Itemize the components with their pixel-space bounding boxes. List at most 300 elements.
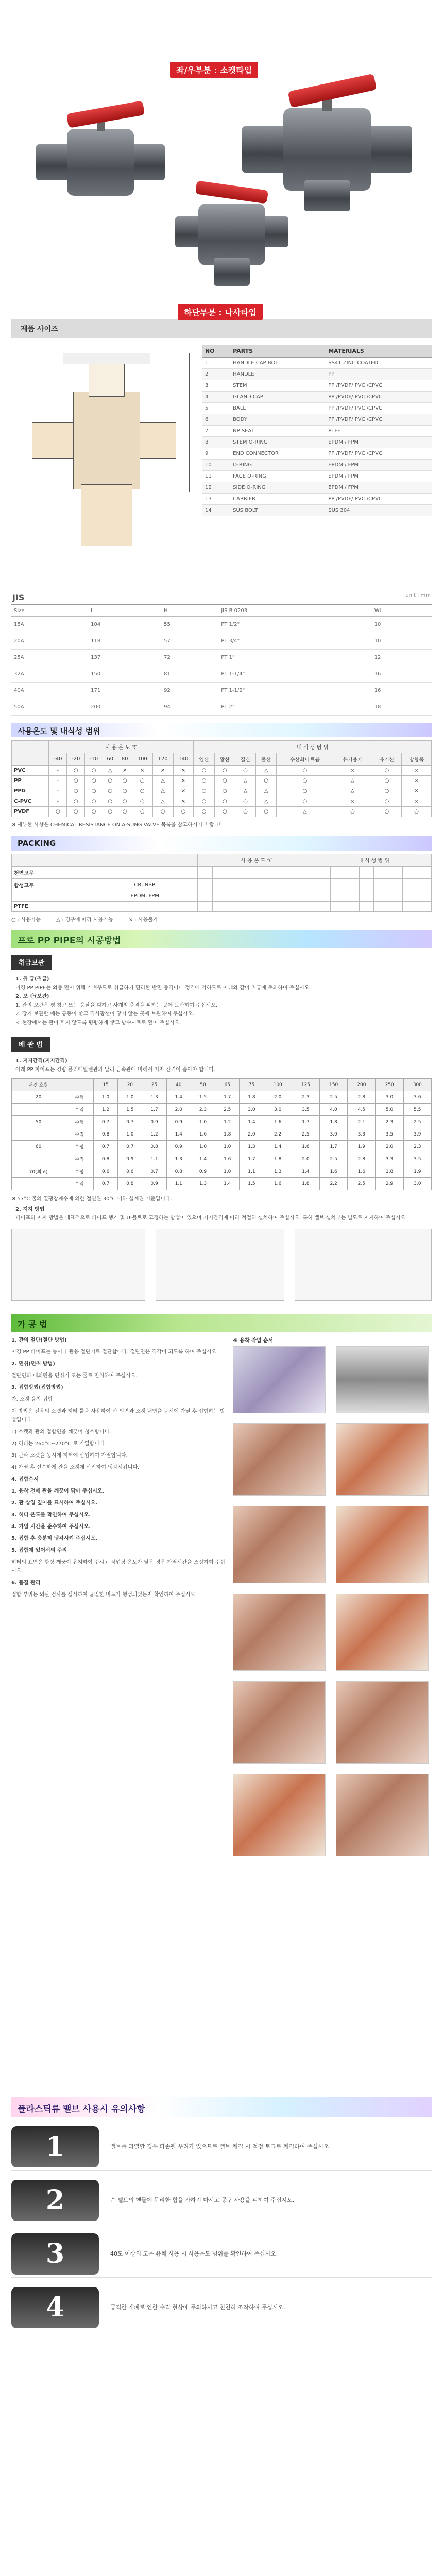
jis-header: [11, 590, 432, 605]
spacing-cell: 0.8: [166, 1165, 191, 1178]
parts-cell: BALL: [230, 403, 325, 414]
spacing-header: 150: [320, 1079, 348, 1091]
caution-text: 급격한 개폐로 인한 수격 현상에 주의하시고 천천히 조작하여 주십시오.: [110, 2303, 285, 2311]
temp-col-header: 120: [152, 753, 173, 766]
rating-cell: [198, 867, 213, 879]
rating-cell: [227, 902, 242, 912]
caution-number: 2: [11, 2180, 99, 2221]
rating-cell: ○: [256, 807, 277, 817]
rating-cell: [330, 867, 345, 879]
dim-cell: 81: [161, 666, 218, 683]
rating-cell: ○: [67, 807, 85, 817]
spacing-cell: 수직: [65, 1128, 94, 1141]
rating-cell: [212, 867, 227, 879]
spacing-cell: 1.2: [93, 1104, 117, 1116]
parts-cell: 9: [202, 448, 230, 460]
parts-table: [202, 345, 432, 587]
step-photo: [336, 1681, 429, 1764]
spacing-cell: 2.2: [320, 1178, 348, 1190]
parts-cell: PP /PVDF/ PVC /CPVC: [325, 494, 432, 505]
spacing-cell: 1.5: [118, 1104, 142, 1116]
rating-cell: [316, 891, 330, 902]
piping-text-2: [15, 1205, 428, 1223]
spacing-cell: 3.6: [403, 1091, 431, 1104]
piping-desc2: 파이프의 지지 방법은 대표적으로 파이프 행거 및 U-볼트로 고정하는 방법이 있으며 지지간격에 따라 적절히 설치하여 주십시오. 특히 밸브 설치부는 별도로 지지하여 주십시오.: [15, 1215, 407, 1221]
spacing-cell: 1.8: [240, 1091, 264, 1104]
packing-material-header: [12, 854, 198, 867]
spacing-cell: 0.9: [191, 1165, 215, 1178]
spacing-cell: 2.3: [376, 1116, 403, 1128]
packing-sub: CR, NBR: [92, 879, 198, 891]
spacing-cell: 0.9: [142, 1116, 166, 1128]
spacing-cell: 1.7: [240, 1153, 264, 1165]
spacing-cell: 2.5: [292, 1128, 319, 1141]
chem-col-header: 질산: [235, 753, 255, 766]
dim-cell: 104: [88, 617, 161, 633]
parts-row: [202, 414, 432, 426]
parts-cell: SS41 ZINC COATED: [325, 358, 432, 369]
rating-cell: [345, 867, 359, 879]
spacing-cell: 1.7: [142, 1104, 166, 1116]
spacing-cell: 2.2: [264, 1128, 292, 1141]
spacing-cell: 3.0: [264, 1104, 292, 1116]
parts-cell: HANDLE CAP BOLT: [230, 358, 325, 369]
rating-cell: ○: [402, 807, 432, 817]
piping-text: [15, 1057, 428, 1074]
dim-row: [11, 683, 432, 699]
parts-row: [202, 437, 432, 448]
spacing-header: 50: [191, 1079, 215, 1091]
support-spacing-table: [11, 1078, 432, 1190]
rating-cell: △: [256, 796, 277, 807]
handling-text: [15, 975, 428, 1027]
spacing-cell: 수평: [65, 1141, 94, 1153]
spacing-cell: 0.8: [93, 1128, 117, 1141]
dim-row: [11, 617, 432, 633]
dim-row: [11, 633, 432, 650]
spacing-cell: 2.3: [292, 1091, 319, 1104]
parts-cell: 5: [202, 403, 230, 414]
spacing-row: [12, 1128, 432, 1141]
rating-cell: ○: [103, 807, 117, 817]
packing-row: [12, 902, 432, 912]
rating-cell: [417, 902, 431, 912]
parts-row: [202, 494, 432, 505]
size-area: [11, 345, 432, 587]
construction-line: 4) 가열 후 신속하게 관을 소켓에 삽입하여 냉각시킵니다.: [11, 1465, 140, 1470]
packing-material: 합성고무: [12, 879, 92, 891]
parts-cell: 10: [202, 460, 230, 471]
parts-cell: GLAND CAP: [230, 392, 325, 403]
step-photo: [233, 1423, 326, 1496]
dim-cell: 94: [161, 699, 218, 716]
rating-cell: ○: [372, 807, 402, 817]
rating-cell: [301, 867, 316, 879]
dim-cell: 32A: [11, 666, 88, 683]
parts-cell: HANDLE: [230, 369, 325, 380]
spacing-cell: 1.6: [264, 1178, 292, 1190]
rating-cell: ○: [214, 786, 235, 796]
piping-desc: 아래 PP 파이프는 경량 폴리에틸렌관과 달리 금속관에 비해서 지지 간격이 좁아야 합니다.: [15, 1067, 216, 1073]
packing-sub: [92, 902, 198, 912]
rating-cell: [417, 891, 431, 902]
jis-unit: unit : mm: [405, 592, 431, 598]
spacing-cell: 3.0: [240, 1104, 264, 1116]
rating-cell: ×: [173, 796, 194, 807]
construction-area: [11, 1336, 432, 2088]
packing-sub: [92, 867, 198, 879]
dim-row: [11, 650, 432, 666]
packing-title: PACKING: [11, 836, 432, 851]
spacing-cell: 1.4: [191, 1153, 215, 1165]
dim-cell: 40A: [11, 683, 88, 699]
spacing-cell: 1.2: [142, 1128, 166, 1141]
rating-cell: △: [235, 776, 255, 786]
spacing-cell: 2.5: [320, 1091, 348, 1104]
spacing-header: 25: [142, 1079, 166, 1091]
rating-cell: [402, 867, 417, 879]
rating-cell: [257, 902, 271, 912]
rating-cell: ○: [117, 786, 132, 796]
step-photo: [233, 1774, 326, 1856]
spacing-header: [65, 1079, 94, 1091]
dim-cell: 15A: [11, 617, 88, 633]
spacing-cell: 2.5: [403, 1116, 431, 1128]
piping-tag: 배 관 법: [11, 1037, 50, 1052]
temp-row: [12, 776, 432, 786]
parts-cell: 1: [202, 358, 230, 369]
parts-cell: PP: [325, 369, 432, 380]
parts-row: [202, 471, 432, 482]
spacing-cell: 1.5: [240, 1178, 264, 1190]
spacing-cell: 2.1: [348, 1116, 376, 1128]
rating-cell: [373, 891, 388, 902]
parts-cell: STEM: [230, 380, 325, 392]
dim-cell: 16: [372, 666, 432, 683]
handling-line: 1. 취 급(취급): [15, 976, 49, 982]
parts-cell: EPDM / FPM: [325, 437, 432, 448]
construction-photos: [233, 1336, 432, 2088]
rating-cell: [212, 891, 227, 902]
spacing-cell: 3.5: [292, 1104, 319, 1116]
parts-header-no: NO: [202, 345, 230, 358]
rating-cell: ○: [85, 786, 103, 796]
dimension-table: [11, 605, 432, 716]
spacing-cell: 1.5: [191, 1091, 215, 1104]
spacing-cell: 0.9: [166, 1116, 191, 1128]
spacing-cell: 1.0: [191, 1141, 215, 1153]
rating-cell: [227, 879, 242, 891]
parts-cell: 3: [202, 380, 230, 392]
rating-cell: △: [152, 786, 173, 796]
step-photo: [336, 1423, 429, 1496]
step-photo: [233, 1506, 326, 1583]
construction-line: 가. 소켓 융착 접합: [11, 1397, 53, 1402]
parts-row: [202, 448, 432, 460]
material-header: [12, 741, 49, 766]
spacing-cell: 0.6: [118, 1165, 142, 1178]
rating-cell: ○: [277, 766, 333, 776]
spacing-cell: 70(최고): [12, 1165, 65, 1178]
rating-cell: [212, 879, 227, 891]
construction-line: 이경 PP 파이프는 톱이나 관용 절단기로 절단합니다. 절단면은 직각이 되도록 하여 주십시오.: [11, 1349, 218, 1355]
parts-cell: 6: [202, 414, 230, 426]
packing-material: 천연고무: [12, 867, 92, 879]
dim-cell: PT 3/4": [218, 633, 372, 650]
spacing-header: 125: [292, 1079, 319, 1091]
dim-cell: 137: [88, 650, 161, 666]
rating-cell: [286, 867, 301, 879]
caution-item: [11, 2177, 432, 2224]
parts-cell: O-RING: [230, 460, 325, 471]
spacing-cell: 2.3: [191, 1104, 215, 1116]
rating-cell: [212, 902, 227, 912]
parts-cell: PTFE: [325, 426, 432, 437]
rating-cell: ×: [333, 796, 372, 807]
rating-cell: [373, 867, 388, 879]
parts-cell: 14: [202, 505, 230, 516]
material-cell: C-PVC: [12, 796, 49, 807]
spacing-cell: 1.4: [240, 1116, 264, 1128]
rating-cell: △: [333, 786, 372, 796]
piping-note: ※ 57°C 물의 열팽창계수에 의한 절연된 30°C 이하 설계된 기준입니다.: [11, 1196, 172, 1202]
construction-line: 히터의 표면은 항상 깨끗이 유지하여 주시고 작업장 온도가 낮은 경우 가열시간을 조정하여 주십시오.: [11, 1560, 225, 1574]
support-diagrams: [11, 1229, 432, 1306]
spacing-header: 65: [215, 1079, 240, 1091]
jis-title: JIS: [12, 592, 25, 602]
rating-cell: [301, 902, 316, 912]
rating-cell: ○: [117, 796, 132, 807]
parts-cell: EPDM / FPM: [325, 482, 432, 494]
spacing-cell: 3.5: [403, 1153, 431, 1165]
spacing-header: 관경 호칭: [12, 1079, 65, 1091]
rating-cell: [286, 879, 301, 891]
packing-temp-header: 사 용 온 도 ℃: [198, 854, 316, 867]
spacing-cell: 1.0: [118, 1128, 142, 1141]
size-section-title: 제품 사이즈: [11, 319, 432, 338]
step-photo: [336, 1506, 429, 1583]
rating-cell: [198, 891, 213, 902]
spacing-row: [12, 1116, 432, 1128]
rating-cell: ×: [402, 776, 432, 786]
spacing-cell: 수평: [65, 1165, 94, 1178]
dim-cell: 50A: [11, 699, 88, 716]
rating-cell: ○: [372, 786, 402, 796]
rating-cell: [345, 891, 359, 902]
construction-line: 1. 관의 절단(절단 방법): [11, 1337, 67, 1343]
spacing-cell: 1.6: [348, 1165, 376, 1178]
spacing-cell: 2.0: [264, 1091, 292, 1104]
construction-line: 5. 접합 후 충분히 냉각시켜 주십시오.: [11, 1536, 98, 1541]
handling-line: 이경 PP PIPE는 외충 면이 위해 가벼우므로 취급하기 편리한 반면 충격이나 정격에 약하므로 아래와 같이 취급에 주의하여 주십시오.: [15, 985, 311, 991]
piping-sub: 1. 지지간격(지지간격): [15, 1058, 67, 1064]
rating-cell: ○: [277, 796, 333, 807]
chem-col-header: 유기산: [372, 753, 402, 766]
rating-cell: [198, 902, 213, 912]
pipe-photo: [336, 1346, 429, 1413]
construction-line: 접합 부위는 외관 검사를 실시하여 균일한 비드가 형성되었는지 확인하여 주십시오.: [11, 1592, 197, 1598]
rating-cell: [316, 902, 330, 912]
chem-col-header: 불산: [256, 753, 277, 766]
rating-cell: [402, 891, 417, 902]
spacing-cell: 60: [12, 1141, 65, 1153]
rating-cell: [417, 867, 431, 879]
rating-cell: ○: [67, 776, 85, 786]
dim-cell: PT 1-1/2": [218, 683, 372, 699]
spacing-cell: 1.1: [166, 1178, 191, 1190]
spacing-cell: 1.7: [292, 1116, 319, 1128]
rating-cell: △: [333, 776, 372, 786]
spacing-cell: 1.6: [215, 1153, 240, 1165]
rating-cell: ○: [132, 807, 152, 817]
construction-line: 4. 가열 시간을 준수하여 주십시오.: [11, 1524, 91, 1530]
parts-cell: CARRIER: [230, 494, 325, 505]
spacing-cell: 4.5: [348, 1104, 376, 1116]
rating-cell: ×: [402, 796, 432, 807]
dim-cell: 25A: [11, 650, 88, 666]
parts-cell: 12: [202, 482, 230, 494]
dim-cell: 150: [88, 666, 161, 683]
chem-col-header: 수산화나트륨: [277, 753, 333, 766]
parts-header-materials: MATERIALS: [325, 345, 432, 358]
rating-cell: [402, 879, 417, 891]
temp-header: 사 용 온 도 ℃: [49, 741, 194, 753]
spacing-cell: 1.0: [93, 1091, 117, 1104]
rating-cell: [388, 891, 402, 902]
caution-number: 1: [11, 2126, 99, 2167]
rating-cell: [373, 902, 388, 912]
construction-text: [11, 1336, 228, 2088]
spacing-cell: 1.6: [320, 1165, 348, 1178]
parts-cell: 13: [202, 494, 230, 505]
temp-col-header: -20: [67, 753, 85, 766]
rating-cell: ○: [67, 766, 85, 776]
packing-material: [12, 891, 92, 902]
parts-cell: PP /PVDF/ PVC /CPVC: [325, 414, 432, 426]
parts-cell: EPDM / FPM: [325, 460, 432, 471]
dim-row: [11, 666, 432, 683]
spacing-cell: 0.7: [93, 1178, 117, 1190]
rating-cell: ○: [132, 796, 152, 807]
dim-row: [11, 699, 432, 716]
dim-cell: 18: [372, 699, 432, 716]
rating-cell: △: [103, 766, 117, 776]
spacing-cell: 수평: [65, 1091, 94, 1104]
spacing-cell: 50: [12, 1116, 65, 1128]
spacing-cell: 1.8: [215, 1128, 240, 1141]
spacing-cell: 2.0: [166, 1104, 191, 1116]
rating-cell: [198, 879, 213, 891]
rating-cell: ○: [152, 807, 173, 817]
construction-line: 3. 접합방법(접합방법): [11, 1385, 63, 1391]
spacing-cell: 1.3: [264, 1165, 292, 1178]
dim-cell: 92: [161, 683, 218, 699]
caution-item: [11, 2230, 432, 2278]
dim-cell: 118: [88, 633, 161, 650]
spacing-cell: 1.6: [264, 1116, 292, 1128]
handling-line: 3. 현장에서는 관이 휘지 않도록 평평하게 쌓고 방수시트로 덮어 주십시오.: [15, 1020, 181, 1026]
spacing-cell: 1.1: [142, 1153, 166, 1165]
rating-cell: ○: [214, 807, 235, 817]
spacing-row: [12, 1104, 432, 1116]
spacing-cell: 0.7: [118, 1141, 142, 1153]
rating-cell: [402, 902, 417, 912]
temp-range-title: 사용온도 및 내식성 범위: [11, 723, 432, 737]
valve-cross-section-drawing: [11, 345, 202, 587]
parts-cell: 8: [202, 437, 230, 448]
spacing-cell: 2.0: [240, 1128, 264, 1141]
spacing-cell: 0.9: [142, 1178, 166, 1190]
pp-pipe-title: 프로 PP PIPE의 시공방법: [11, 930, 432, 948]
rating-cell: ○: [103, 776, 117, 786]
rating-cell: △: [277, 807, 333, 817]
rating-cell: [227, 867, 242, 879]
parts-cell: 2: [202, 369, 230, 380]
rating-cell: ○: [214, 766, 235, 776]
rating-cell: [242, 902, 257, 912]
spacing-cell: 수직: [65, 1153, 94, 1165]
rating-cell: ○: [132, 776, 152, 786]
spacing-cell: 1.3: [191, 1178, 215, 1190]
material-cell: PP: [12, 776, 49, 786]
spacing-cell: 1.4: [292, 1165, 319, 1178]
dim-header: L: [88, 605, 161, 617]
chem-header: 내 식 성 범 위: [194, 741, 432, 753]
dim-cell: 57: [161, 633, 218, 650]
dim-header: H: [161, 605, 218, 617]
valve-image-small-left: [36, 103, 165, 206]
handling-line: 2. 장기 보관할 때는 통풍이 좋고 직사광선이 닿지 않는 곳에 보관하여 주십시오.: [15, 1011, 195, 1017]
spacing-cell: 0.6: [93, 1165, 117, 1178]
rating-cell: ○: [117, 807, 132, 817]
spacing-cell: 4.0: [320, 1104, 348, 1116]
spacing-cell: [12, 1104, 65, 1116]
packing-row: [12, 879, 432, 891]
rating-cell: ○: [85, 766, 103, 776]
spacing-cell: 3.9: [403, 1128, 431, 1141]
rating-cell: [359, 902, 373, 912]
rating-cell: [359, 867, 373, 879]
temp-row: [12, 796, 432, 807]
rating-cell: [257, 879, 271, 891]
rating-cell: [242, 891, 257, 902]
rating-cell: ○: [194, 766, 214, 776]
material-cell: PVC: [12, 766, 49, 776]
spacing-cell: 5.0: [376, 1104, 403, 1116]
construction-line: 6. 품질 관리: [11, 1580, 41, 1586]
rating-cell: [271, 867, 286, 879]
rating-cell: △: [256, 786, 277, 796]
handling-line: 1. 관의 보관은 평 창고 또는 응달을 피하고 사계철 충격을 피하는 곳에 보관하여 주십시오.: [15, 1003, 218, 1008]
step-photo: [336, 1594, 429, 1671]
dim-cell: 55: [161, 617, 218, 633]
rating-cell: [345, 902, 359, 912]
packing-chem-header: 내 식 성 범 위: [316, 854, 431, 867]
rating-cell: △: [152, 776, 173, 786]
temp-range-note: ※ 세부한 사항은 CHEMICAL RESISTANCE ON A-SUNG VALVE 목록을 참고하시기 바랍니다.: [11, 822, 226, 828]
dim-cell: PT 1-1/4": [218, 666, 372, 683]
construction-line: 2. 면취(면취 방법): [11, 1361, 55, 1367]
parts-cell: FACE O-RING: [230, 471, 325, 482]
rating-cell: ×: [173, 776, 194, 786]
rating-cell: [388, 867, 402, 879]
spacing-cell: 0.9: [118, 1153, 142, 1165]
parts-cell: SUS 304: [325, 505, 432, 516]
temp-col-header: 60: [103, 753, 117, 766]
socket-type-tag: 좌/우부분 : 소켓타입: [170, 62, 258, 78]
rating-cell: ×: [173, 786, 194, 796]
spacing-cell: 0.7: [142, 1165, 166, 1178]
